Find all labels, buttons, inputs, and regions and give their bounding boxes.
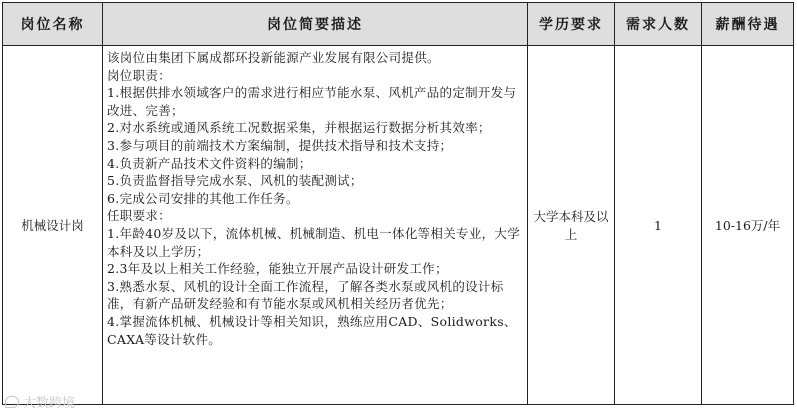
desc-line: 2.对水系统或通风系统工况数据采集，并根据运行数据分析其效率；	[107, 120, 491, 136]
desc-line: 任职要求：	[107, 208, 172, 224]
desc-line: 4.负责新产品技术文件资料的编制；	[107, 155, 312, 171]
desc-line: 1.根据供排水领域客户的需求进行相应节能水泵、风机产品的定制开发与改进、完善；	[107, 85, 517, 118]
watermark	[5, 392, 75, 411]
desc-line: 3.熟悉水泵、风机的设计全面工作流程，了解各类水泵或风机的设计标准，有新产品研发经验和有节能水泵或风机相关经历者优先；	[107, 278, 504, 312]
header-education: 学历要求	[528, 3, 615, 46]
education-cell: 大学本科及以上	[528, 46, 615, 405]
header-headcount: 需求人数	[615, 3, 702, 46]
description-cell	[103, 46, 528, 405]
salary-cell: 10-16万/年	[702, 46, 794, 405]
desc-line: 4.掌握流体机械、机械设计等相关知识，熟练应用CAD、Solidworks、CAXA等设计软件。	[107, 313, 517, 347]
header-row	[3, 3, 794, 46]
desc-line: 3.参与项目的前端技术方案编制，提供技术指导和技术支持；	[107, 137, 453, 153]
headcount-cell: 1	[615, 46, 702, 405]
header-position: 岗位名称	[3, 3, 103, 46]
job-table	[2, 2, 794, 405]
desc-line: 1.年龄40岁及以下，流体机械、机械制造、机电一体化等相关专业，大学本科及以上学历；	[107, 225, 521, 259]
desc-line: 6.完成公司安排的其他工作任务。	[107, 190, 299, 206]
chat-bubble-icon	[5, 396, 19, 408]
desc-line: 5.负责监督指导完成水泵、风机的装配测试；	[107, 173, 363, 189]
desc-line: 岗位职责：	[107, 67, 172, 83]
desc-line: 2.3年及以上相关工作经验，能独立开展产品设计研发工作；	[107, 261, 448, 277]
table-row	[3, 46, 794, 405]
header-salary: 薪酬待遇	[702, 3, 794, 46]
header-description: 岗位简要描述	[103, 3, 528, 46]
position-cell: 机械设计岗	[3, 46, 103, 405]
desc-line: 该岗位由集团下属成都环投新能源产业发展有限公司提供。	[107, 50, 440, 65]
watermark-text: 大数跨境	[23, 396, 76, 411]
